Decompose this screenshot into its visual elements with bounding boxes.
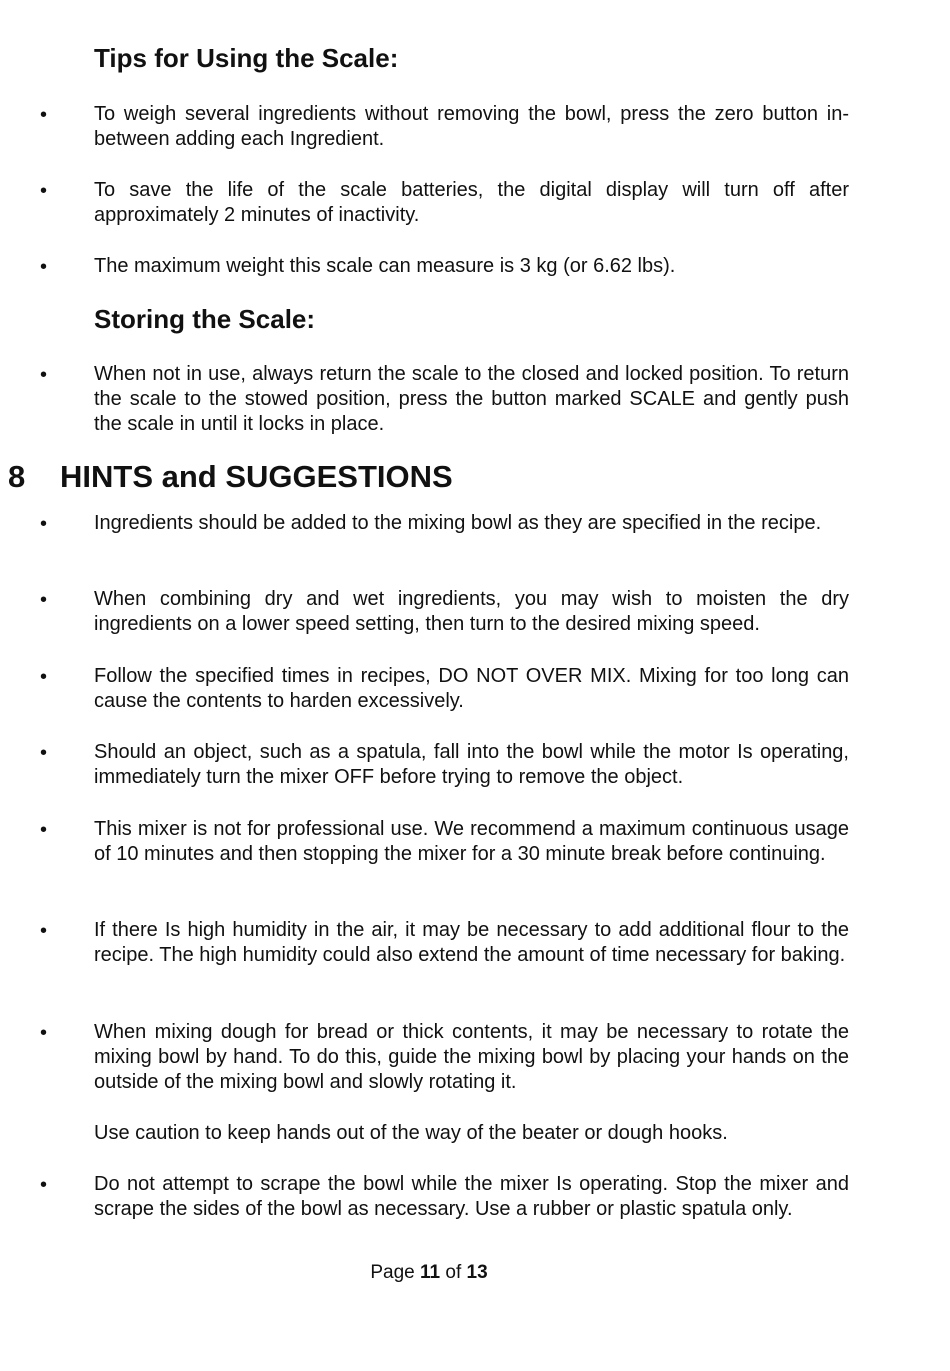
bullet: • xyxy=(40,1022,48,1044)
tips-heading: Tips for Using the Scale: xyxy=(94,43,399,73)
caution-note: Use caution to keep hands out of the way of the beater or dough hooks. xyxy=(94,1122,728,1144)
bullet: • xyxy=(40,742,48,764)
section-heading xyxy=(8,459,453,495)
bullet: • xyxy=(40,920,48,942)
list-item-text: Should an object, such as a spatula, fall into the bowl while the motor Is operating, immediately turn the mixer OFF before trying to remove the object. xyxy=(94,741,849,788)
list-item-text: When not in use, always return the scale to the closed and locked position. To return the scale to the stowed position, press the button marked SCALE and gently push the scale in until it locks in place. xyxy=(94,363,849,435)
bullet: • xyxy=(40,589,48,611)
bullet: • xyxy=(40,180,48,202)
of-label: of xyxy=(445,1262,462,1283)
section-number: 8 xyxy=(8,459,26,494)
bullet: • xyxy=(40,256,48,278)
storing-heading: Storing the Scale: xyxy=(94,304,316,334)
list-item-text: Ingredients should be added to the mixing bowl as they are specified in the recipe. xyxy=(94,512,822,534)
list-item-text: Do not attempt to scrape the bowl while the mixer Is operating. Stop the mixer and scrape the sides of the bowl as necessary. Use a rubber or plastic spatula only. xyxy=(94,1173,849,1220)
list-item-text: When combining dry and wet ingredients, you may wish to moisten the dry ingredients on a lower speed setting, then turn to the desired mixing speed. xyxy=(94,588,849,635)
section-title: HINTS and SUGGESTIONS xyxy=(60,459,453,494)
bullet: • xyxy=(40,104,48,126)
list-item-text: Follow the specified times in recipes, DO NOT OVER MIX. Mixing for too long can cause the contents to harden excessively. xyxy=(94,665,849,712)
list-item-text: This mixer is not for professional use. We recommend a maximum continuous usage of 10 minutes and then stopping the mixer for a 30 minute break before continuing. xyxy=(94,818,849,865)
total-pages: 13 xyxy=(466,1262,488,1283)
page-label: Page xyxy=(370,1262,415,1283)
bullet: • xyxy=(40,513,48,535)
page-footer xyxy=(0,1262,858,1284)
list-item-text: To weigh several ingredients without removing the bowl, press the zero button in-between adding each Ingredient. xyxy=(94,103,849,150)
current-page: 11 xyxy=(420,1262,441,1283)
bullet: • xyxy=(40,666,48,688)
bullet: • xyxy=(40,819,48,841)
list-item-text: The maximum weight this scale can measure is 3 kg (or 6.62 lbs). xyxy=(94,255,676,277)
list-item-text: To save the life of the scale batteries, the digital display will turn off after approximately 2 minutes of inactivity. xyxy=(94,179,849,226)
list-item-text: If there Is high humidity in the air, it may be necessary to add additional flour to the recipe. The high humidity could also extend the amount of time necessary for baking. xyxy=(94,919,849,966)
list-item-text: When mixing dough for bread or thick contents, it may be necessary to rotate the mixing bowl by hand. To do this, guide the mixing bowl by placing your hands on the outside of the mixing bowl and slowly rotating it. xyxy=(94,1021,849,1093)
bullet: • xyxy=(40,1174,48,1196)
bullet: • xyxy=(40,364,48,386)
